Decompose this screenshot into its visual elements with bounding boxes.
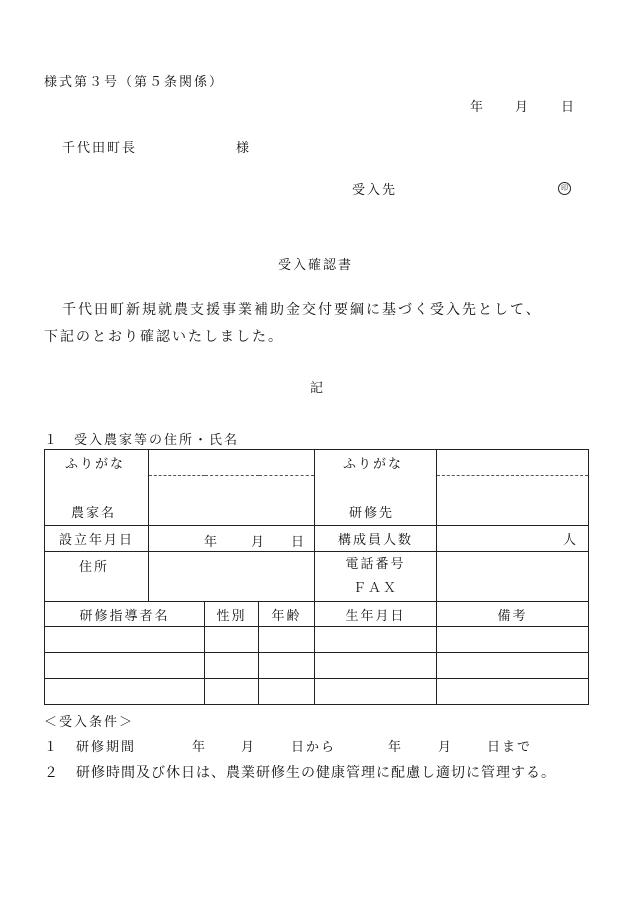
age-cell[interactable] <box>259 679 315 705</box>
address-field[interactable] <box>149 552 315 602</box>
conditions-heading: ＜受入条件＞ <box>44 715 135 730</box>
body-line-1: 千代田町新規就農支援事業補助金交付要綱に基づく受入先として、 <box>62 302 542 318</box>
established-date-field[interactable] <box>149 526 315 552</box>
body-line-2: 下記のとおり確認いたしました。 <box>44 329 284 345</box>
address-label: 住所 <box>45 552 149 602</box>
members-label: 構成員人数 <box>315 526 437 552</box>
seal-mark <box>558 179 571 195</box>
gender-cell[interactable] <box>205 679 259 705</box>
fax-label: ＦＡＸ <box>353 580 399 596</box>
condition-item-1 <box>0 736 630 756</box>
item1-month-end: 月 <box>438 740 454 755</box>
instructor-cell[interactable] <box>45 679 205 705</box>
farm-name-label: 農家名 <box>45 476 149 526</box>
col-birth: 生年月日 <box>315 602 437 627</box>
est-year: 年 <box>204 535 220 550</box>
date-year: 年 <box>470 100 484 115</box>
furigana-field-left[interactable] <box>149 450 315 476</box>
col-notes: 備考 <box>437 602 589 627</box>
item1-year-start: 年 <box>192 740 208 755</box>
section-1-heading: １ 受入農家等の住所・氏名 <box>44 433 240 448</box>
established-label: 設立年月日 <box>45 526 149 552</box>
gender-cell[interactable] <box>205 653 259 679</box>
age-cell[interactable] <box>259 627 315 653</box>
furigana-label-right: ふりがな <box>315 450 437 476</box>
instructor-cell[interactable] <box>45 627 205 653</box>
birth-cell[interactable] <box>315 627 437 653</box>
gender-cell[interactable] <box>205 627 259 653</box>
date-line <box>0 96 630 116</box>
est-month: 月 <box>251 535 267 550</box>
form-number: 様式第３号（第５条関係） <box>44 75 225 90</box>
furigana-field-right[interactable] <box>437 450 589 476</box>
item2-number: ２ <box>44 765 59 781</box>
col-instructor: 研修指導者名 <box>45 602 205 627</box>
training-site-field[interactable] <box>437 476 589 526</box>
seal-icon: 印 <box>558 182 571 195</box>
item2-text: 研修時間及び休日は、農業研修生の健康管理に配慮し適切に管理する。 <box>76 765 556 781</box>
ki-heading: 記 <box>310 381 324 396</box>
item1-day-end: 日まで <box>487 740 533 755</box>
age-cell[interactable] <box>259 653 315 679</box>
phone-label: 電話番号 <box>345 556 406 572</box>
date-month: 月 <box>515 100 529 115</box>
instructor-cell[interactable] <box>45 653 205 679</box>
condition-item-2 <box>0 762 630 782</box>
phone-fax-label <box>315 552 437 602</box>
notes-cell[interactable] <box>437 679 589 705</box>
furigana-label-left: ふりがな <box>45 450 149 476</box>
birth-cell[interactable] <box>315 679 437 705</box>
table-row <box>45 627 589 653</box>
addressee-honorific: 様 <box>236 141 250 156</box>
item1-day-start: 日から <box>291 740 337 755</box>
table-row <box>45 679 589 705</box>
item1-number: １ <box>44 740 60 755</box>
farm-name-field[interactable] <box>149 476 315 526</box>
recipient-label: 受入先 <box>352 183 398 198</box>
document-title: 受入確認書 <box>278 258 354 273</box>
birth-cell[interactable] <box>315 653 437 679</box>
farm-info-table <box>44 449 589 705</box>
training-site-label: 研修先 <box>315 476 437 526</box>
table-row <box>45 653 589 679</box>
col-gender: 性別 <box>205 602 259 627</box>
date-day: 日 <box>561 100 575 115</box>
notes-cell[interactable] <box>437 653 589 679</box>
members-unit: 人 <box>563 533 579 548</box>
phone-fax-field[interactable] <box>437 552 589 602</box>
est-day: 日 <box>291 535 307 550</box>
item1-label: 研修期間 <box>76 740 137 755</box>
item1-year-end: 年 <box>388 740 404 755</box>
members-field[interactable] <box>437 526 589 552</box>
addressee-name: 千代田町長 <box>62 141 138 156</box>
col-age: 年齢 <box>259 602 315 627</box>
item1-month-start: 月 <box>241 740 257 755</box>
notes-cell[interactable] <box>437 627 589 653</box>
